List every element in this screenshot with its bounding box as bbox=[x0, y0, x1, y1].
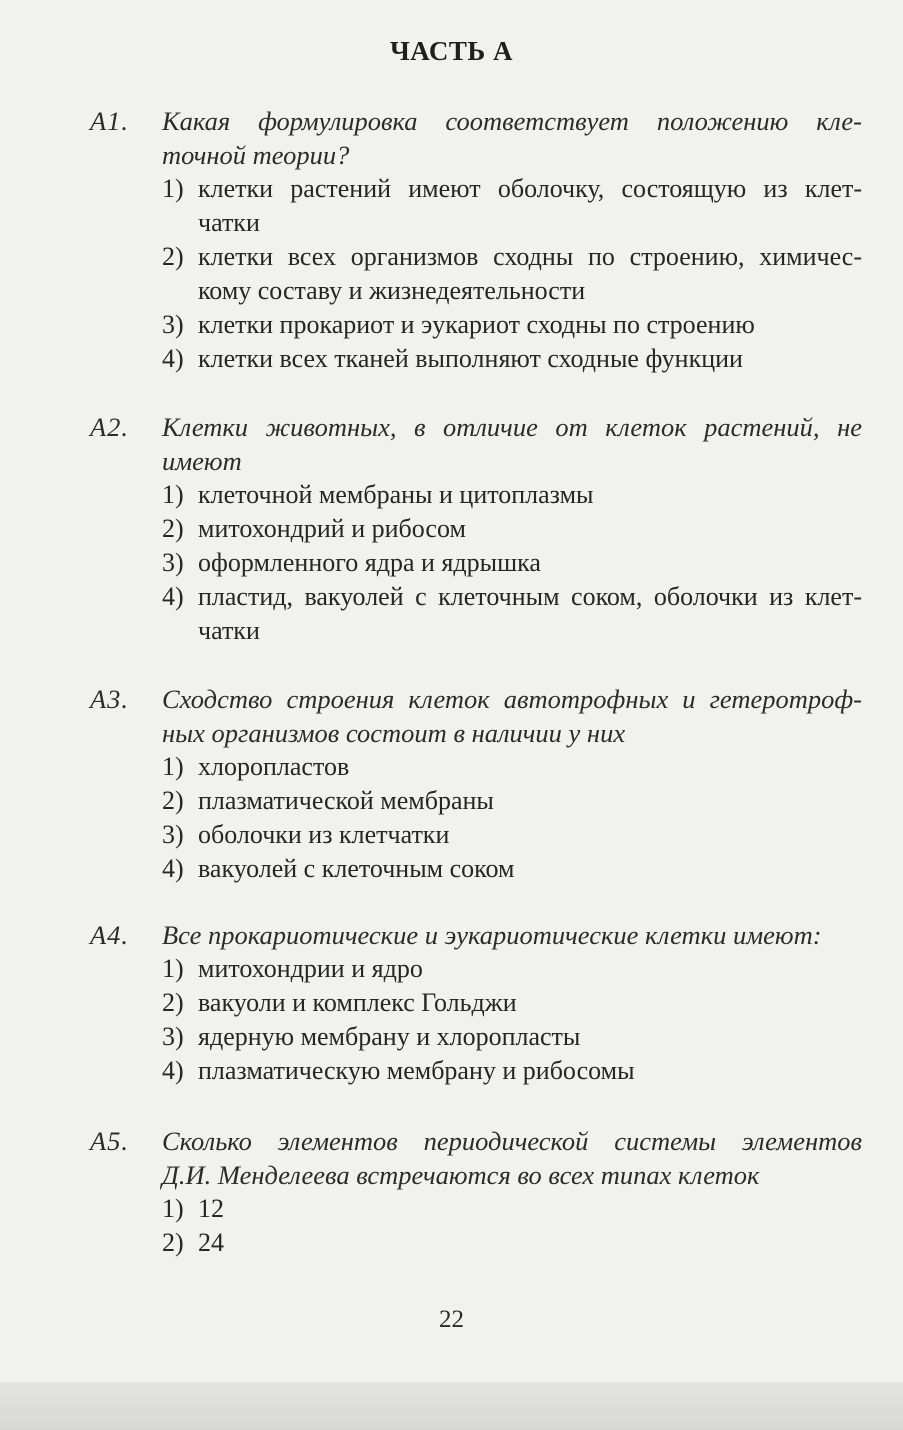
answer-text-line: оформленного ядра и ядрышка bbox=[198, 548, 541, 577]
answer-number: 4) bbox=[162, 854, 184, 883]
question-text-line: точной теории? bbox=[162, 140, 350, 170]
answer-number: 3) bbox=[162, 310, 184, 339]
answer-option bbox=[162, 952, 862, 986]
answer-number: 3) bbox=[162, 820, 184, 849]
answer-text-line: оболочки из клетчатки bbox=[198, 820, 450, 849]
answer-text-line: плазматической мембраны bbox=[198, 786, 494, 815]
answer-option bbox=[162, 1020, 862, 1054]
answer-text-line: 12 bbox=[198, 1194, 224, 1223]
question-head bbox=[90, 1124, 862, 1192]
question-number: A5. bbox=[90, 1126, 130, 1156]
page-number: 22 bbox=[439, 1306, 464, 1333]
answer-option bbox=[162, 546, 862, 580]
question-text-line: Какая формулировка соответствует положению кле- bbox=[162, 106, 862, 136]
answer-number: 1) bbox=[162, 1194, 184, 1223]
answer-text-line: чатки bbox=[198, 208, 260, 237]
answer-option bbox=[162, 512, 862, 546]
question-text-line: имеют bbox=[162, 446, 242, 476]
answer-list bbox=[162, 478, 862, 648]
page-title: ЧАСТЬ А bbox=[389, 36, 514, 66]
answer-text-line: чатки bbox=[198, 616, 260, 645]
answer-text-line: клетки всех тканей выполняют сходные функции bbox=[198, 344, 743, 373]
question-number: A4. bbox=[90, 920, 130, 950]
answer-number: 2) bbox=[162, 1228, 184, 1257]
answer-number: 1) bbox=[162, 480, 184, 509]
question-text bbox=[162, 682, 862, 750]
answer-text-line: кому составу и жизнедеятельности bbox=[198, 276, 586, 305]
question-text bbox=[162, 1124, 862, 1192]
question-a1 bbox=[90, 104, 862, 376]
answer-option bbox=[162, 1226, 862, 1260]
answer-number: 4) bbox=[162, 344, 184, 373]
answer-option bbox=[162, 1054, 862, 1088]
answer-text-line: клеточной мембраны и цитоплазмы bbox=[198, 480, 594, 509]
answer-text-line: митохондрии и ядро bbox=[198, 954, 423, 983]
question-text-line: Сходство строения клеток автотрофных и гетеротроф- bbox=[162, 684, 862, 714]
question-head bbox=[90, 918, 862, 952]
answer-text-line: клетки всех организмов сходны по строению, химичес- bbox=[198, 242, 862, 271]
question-number: A2. bbox=[90, 412, 130, 442]
question-number: A1. bbox=[90, 106, 130, 136]
answer-text-line: ядерную мембрану и хлоропласты bbox=[198, 1022, 581, 1051]
question-text bbox=[162, 918, 862, 952]
answer-option bbox=[162, 986, 862, 1020]
question-head bbox=[90, 410, 862, 478]
answer-text-line: клетки прокариот и эукариот сходны по строению bbox=[198, 310, 755, 339]
question-head bbox=[90, 682, 862, 750]
question-text-line: Клетки животных, в отличие от клеток растений, не bbox=[162, 412, 862, 442]
answer-option bbox=[162, 478, 862, 512]
question-number: A3. bbox=[90, 684, 130, 714]
answer-option bbox=[162, 818, 862, 852]
answer-text-line: пластид, вакуолей с клеточным соком, оболочки из клет- bbox=[198, 582, 862, 611]
answer-text-line: митохондрий и рибосом bbox=[198, 514, 466, 543]
answer-option bbox=[162, 784, 862, 818]
answer-option bbox=[162, 852, 862, 886]
question-text bbox=[162, 104, 862, 172]
question-a5 bbox=[90, 1124, 862, 1260]
answer-number: 4) bbox=[162, 1056, 184, 1085]
answer-text-line: 24 bbox=[198, 1228, 224, 1257]
answer-text-line: плазматическую мембрану и рибосомы bbox=[198, 1056, 635, 1085]
answer-option bbox=[162, 240, 862, 308]
answer-number: 3) bbox=[162, 1022, 184, 1051]
answer-option bbox=[162, 172, 862, 240]
answer-number: 2) bbox=[162, 786, 184, 815]
answer-option bbox=[162, 580, 862, 648]
question-a4 bbox=[90, 918, 862, 1088]
answer-list bbox=[162, 952, 862, 1088]
question-text-line: ных организмов состоит в наличии у них bbox=[162, 718, 626, 748]
answer-number: 3) bbox=[162, 548, 184, 577]
question-head bbox=[90, 104, 862, 172]
answer-text-line: хлоропластов bbox=[198, 752, 350, 781]
question-text-line: Сколько элементов периодической системы элементов bbox=[162, 1126, 862, 1156]
answer-number: 2) bbox=[162, 242, 184, 271]
answer-number: 2) bbox=[162, 988, 184, 1017]
answer-number: 1) bbox=[162, 954, 184, 983]
answer-option bbox=[162, 1192, 862, 1226]
answer-list bbox=[162, 750, 862, 886]
answer-option bbox=[162, 342, 862, 376]
answer-text-line: вакуоли и комплекс Гольджи bbox=[198, 988, 517, 1017]
answer-number: 2) bbox=[162, 514, 184, 543]
answer-number: 1) bbox=[162, 752, 184, 781]
question-text-line: Д.И. Менделеева встречаются во всех типах клеток bbox=[162, 1160, 760, 1190]
answer-option bbox=[162, 750, 862, 784]
answer-list bbox=[162, 172, 862, 376]
answer-text-line: клетки растений имеют оболочку, состоящую из клет- bbox=[198, 174, 862, 203]
question-a2 bbox=[90, 410, 862, 648]
question-a3 bbox=[90, 682, 862, 886]
answer-number: 1) bbox=[162, 174, 184, 203]
question-text-line: Все прокариотические и эукариотические клетки имеют: bbox=[162, 920, 822, 950]
question-text bbox=[162, 410, 862, 478]
answer-text-line: вакуолей с клеточным соком bbox=[198, 854, 515, 883]
answer-option bbox=[162, 308, 862, 342]
answer-number: 4) bbox=[162, 582, 184, 611]
answer-list bbox=[162, 1192, 862, 1260]
